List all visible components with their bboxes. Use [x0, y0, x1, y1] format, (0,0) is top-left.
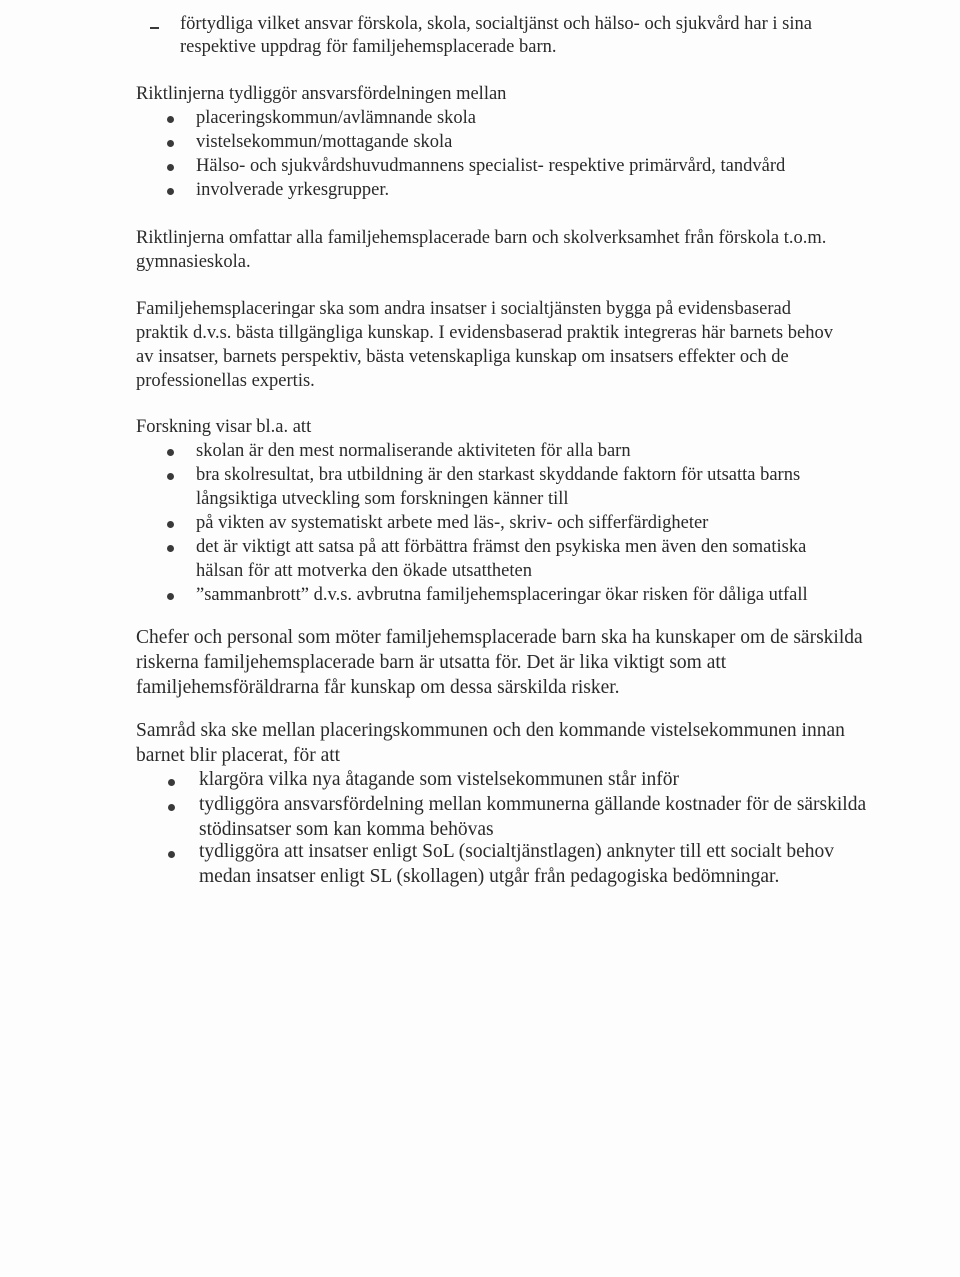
section2-item: ”sammanbrott” d.v.s. avbrutna familjehemsplaceringar ökar risken för dåliga utfall — [196, 585, 808, 605]
para3-line: riskerna familjehemsplacerade barn är utsatta för. Det är lika viktigt som att — [136, 652, 727, 673]
para1-line: Riktlinjerna omfattar alla familjehemsplacerade barn och skolverksamhet från förskola t.o.m. — [136, 228, 827, 248]
para3-line: familjehemsföräldrarna får kunskap om dessa särskilda risker. — [136, 677, 620, 698]
para2-line: professionellas expertis. — [136, 371, 315, 391]
section2-item: bra skolresultat, bra utbildning är den starkast skyddande faktorn för utsatta barns — [196, 465, 801, 485]
bullet-marker — [167, 140, 174, 147]
section3-item-cont: medan insatser enligt SL (skollagen) utgår från pedagogiska bedömningar. — [199, 866, 780, 887]
section2-item: det är viktigt att satsa på att förbättra främst den psykiska men även den somatiska — [196, 537, 807, 557]
section3-intro: barnet blir placerat, för att — [136, 745, 341, 766]
bullet-marker — [167, 545, 174, 552]
section1-item: placeringskommun/avlämnande skola — [196, 108, 476, 128]
section1-item: involverade yrkesgrupper. — [196, 180, 390, 200]
section1-item: Hälso- och sjukvårdshuvudmannens specialist- respektive primärvård, tandvård — [196, 156, 786, 176]
dash-marker — [150, 27, 159, 29]
section1-intro: Riktlinjerna tydliggör ansvarsfördelningen mellan — [136, 84, 507, 104]
section2-item-cont: hälsan för att motverka den ökade utsattheten — [196, 561, 532, 581]
bullet-marker — [167, 164, 174, 171]
section3-item: tydliggöra ansvarsfördelning mellan kommunerna gällande kostnader för de särskilda — [199, 794, 867, 815]
bullet-marker — [167, 188, 174, 195]
bullet-marker — [167, 473, 174, 480]
para2-line: av insatser, barnets perspektiv, bästa vetenskapliga kunskap om insatsers effekter och de — [136, 347, 789, 367]
para1-line: gymnasieskola. — [136, 252, 251, 272]
bullet-marker — [167, 521, 174, 528]
bullet-marker — [168, 779, 175, 786]
top-item-line-2: respektive uppdrag för familjehemsplacerade barn. — [180, 37, 557, 57]
bullet-marker — [168, 851, 175, 858]
section3-item: klargöra vilka nya åtagande som vistelsekommunen står inför — [199, 769, 679, 790]
section2-item: skolan är den mest normaliserande aktiviteten för alla barn — [196, 441, 631, 461]
section3-item: tydliggöra att insatser enligt SoL (socialtjänstlagen) anknyter till ett socialt behov — [199, 841, 835, 862]
para2-line: Familjehemsplaceringar ska som andra insatser i socialtjänsten bygga på evidensbaserad — [136, 299, 791, 319]
section1-item: vistelsekommun/mottagande skola — [196, 132, 453, 152]
section3-item-cont: stödinsatser som kan komma behövas — [199, 819, 494, 840]
bullet-marker — [167, 593, 174, 600]
para2-line: praktik d.v.s. bästa tillgängliga kunskap. I evidensbaserad praktik integreras här barnets behov — [136, 323, 833, 343]
para3-line: Chefer och personal som möter familjehemsplacerade barn ska ha kunskaper om de särskilda — [136, 627, 863, 648]
bullet-marker — [168, 804, 175, 811]
section2-item-cont: långsiktiga utveckling som forskningen känner till — [196, 489, 569, 509]
bullet-marker — [167, 449, 174, 456]
section2-intro: Forskning visar bl.a. att — [136, 417, 312, 437]
bullet-marker — [167, 116, 174, 123]
section3-intro: Samråd ska ske mellan placeringskommunen och den kommande vistelsekommunen innan — [136, 720, 845, 741]
top-item-line-1: förtydliga vilket ansvar förskola, skola, socialtjänst och hälso- och sjukvård har i sina — [180, 14, 812, 34]
section2-item: på vikten av systematiskt arbete med läs-, skriv- och sifferfärdigheter — [196, 513, 709, 533]
